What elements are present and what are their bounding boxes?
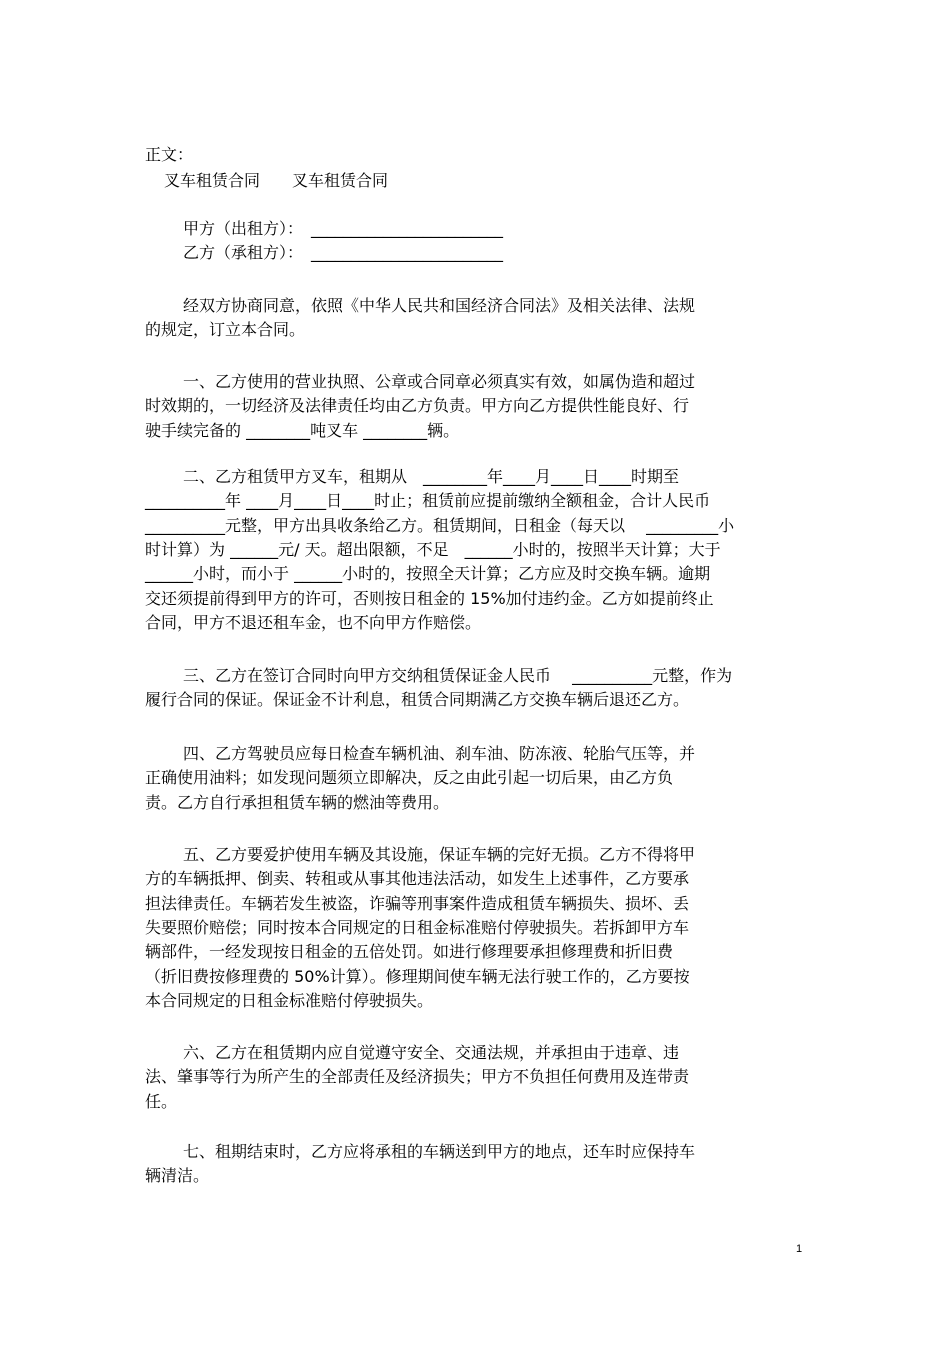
paragraph-line: 合同，甲方不退还租车金，也不向甲方作赔偿。 [145,613,482,632]
page-number: 1 [796,1243,803,1255]
paragraph-line: 履行合同的保证。保证金不计利息，租赁合同期满乙方交换车辆后退还乙方。 [145,690,690,709]
paragraph-line: 法、肇事等行为所产生的全部责任及经济损失；甲方不负担任何费用及连带责 [145,1067,690,1086]
paragraph-line: __________年 ____月____日____时止；租赁前应提前缴纳全额租金，合计人民币 [145,491,711,510]
paragraph-line: 时计算）为 ______元/ 天。超出限额，不足 ______小时的，按照半天计算；大于 [145,540,721,559]
paragraph-line: ______小时，而小于 ______小时的，按照全天计算；乙方应及时交换车辆。逾期 [145,564,711,583]
paragraph-line: 担法律责任。车辆若发生被盗，诈骗等刑事案件造成租赁车辆损失、损坏、丢 [145,894,690,913]
paragraph-line: 一、乙方使用的营业执照、公章或合同章必须真实有效，如属伪造和超过 [183,372,696,391]
paragraph-line: 本合同规定的日租金标准赔付停驶损失。 [145,991,434,1010]
paragraph-line: 任。 [145,1092,178,1111]
paragraph-line: 的规定，订立本合同。 [145,320,306,339]
paragraph-line: __________元整，甲方出具收条给乙方。租赁期间，日租金（每天以 _________小 [145,516,735,535]
paragraph-line: 方的车辆抵押、倒卖、转租或从事其他违法活动，如发生上述事件，乙方要承 [145,869,690,888]
paragraph-line: 六、乙方在租赁期内应自觉遵守安全、交通法规，并承担由于违章、违 [183,1043,680,1062]
paragraph-line: 二、乙方租赁甲方叉车，租期从 ________年____月____日____时期至 [183,467,680,486]
paragraph-line: 交还须提前得到甲方的许可，否则按日租金的 15%加付违约金。乙方如提前终止 [145,589,714,608]
paragraph-line: 辆部件，一经发现按日租金的五倍处罚。如进行修理要承担修理费和折旧费 [145,942,674,961]
document-heading: 正文： [145,145,194,164]
party-a-field: 甲方（出租方）： ________________________ [183,219,504,238]
paragraph-line: 四、乙方驾驶员应每日检查车辆机油、刹车油、防冻液、轮胎气压等，并 [183,744,696,763]
paragraph-line: 经双方协商同意，依照《中华人民共和国经济合同法》及相关法律、法规 [183,296,696,315]
document-title: 叉车租赁合同 叉车租赁合同 [164,171,389,190]
paragraph-line: 正确使用油料；如发现问题须立即解决，反之由此引起一切后果，由乙方负 [145,768,674,787]
paragraph-line: 七、租期结束时，乙方应将承租的车辆送到甲方的地点，还车时应保持车 [183,1142,696,1161]
paragraph-line: 辆清洁。 [145,1166,210,1185]
paragraph-line: （折旧费按修理费的 50%计算）。修理期间使车辆无法行驶工作的，乙方要按 [145,967,690,986]
paragraph-line: 时效期的，一切经济及法律责任均由乙方负责。甲方向乙方提供性能良好、行 [145,396,690,415]
paragraph-line: 五、乙方要爱护使用车辆及其设施，保证车辆的完好无损。乙方不得将甲 [183,845,696,864]
paragraph-line: 失要照价赔偿；同时按本合同规定的日租金标准赔付停驶损失。若拆卸甲方车 [145,918,690,937]
paragraph-line: 驶手续完备的 ________吨叉车 ________辆。 [145,421,460,440]
party-b-field: 乙方（承租方）： ________________________ [183,243,504,262]
paragraph-line: 责。乙方自行承担租赁车辆的燃油等费用。 [145,793,450,812]
paragraph-line: 三、乙方在签订合同时向甲方交纳租赁保证金人民币 __________元整，作为 [183,666,733,685]
